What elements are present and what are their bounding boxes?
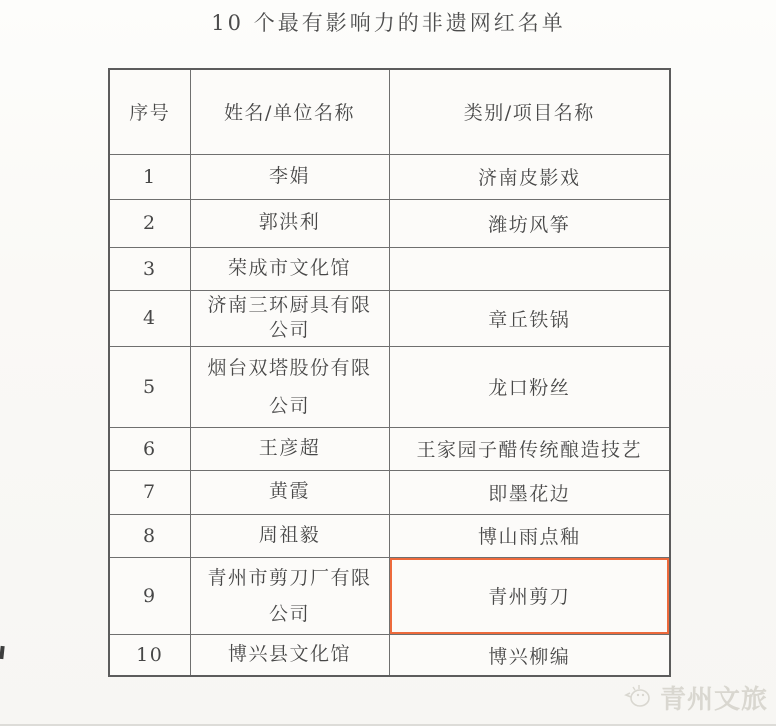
- project-cell: 即墨花边: [389, 470, 670, 514]
- name-cell: 荣成市文化馆: [190, 247, 389, 290]
- row-number: 3: [109, 247, 190, 290]
- project-cell: 博山雨点釉: [389, 514, 670, 557]
- name-cell: 济南三环厨具有限公司: [190, 290, 389, 346]
- name-cell: 烟台双塔股份有限公司: [190, 346, 389, 427]
- row-number: 2: [109, 199, 190, 247]
- scan-artifact: [0, 646, 5, 659]
- row-number: 9: [109, 557, 190, 634]
- heritage-influencer-table: [108, 68, 671, 677]
- project-cell: 龙口粉丝: [389, 346, 670, 427]
- name-cell: 黄霞: [190, 470, 389, 514]
- project-cell-highlighted: [389, 557, 670, 634]
- table-row: [109, 199, 670, 247]
- row-number: 8: [109, 514, 190, 557]
- name-cell: 青州市剪刀厂有限公司: [190, 557, 389, 634]
- table-row-highlighted: [109, 557, 670, 634]
- row-number: 6: [109, 427, 190, 470]
- project-cell: [389, 247, 670, 290]
- row-number: 4: [109, 290, 190, 346]
- row-number: 1: [109, 154, 190, 199]
- table-row: [109, 514, 670, 557]
- table-row: [109, 290, 670, 346]
- name-cell: 博兴县文化馆: [190, 634, 389, 676]
- project-cell: 章丘铁锅: [389, 290, 670, 346]
- table-row: [109, 154, 670, 199]
- row-number: 5: [109, 346, 190, 427]
- name-cell: 郭洪利: [190, 199, 389, 247]
- watermark-label: 青州文旅: [659, 685, 768, 715]
- name-cell: 周祖毅: [190, 514, 389, 557]
- table-row: [109, 634, 670, 676]
- table-row: [109, 346, 670, 427]
- name-cell: 李娟: [190, 154, 389, 199]
- qingzhou-wenlv-logo-icon: [624, 683, 654, 713]
- table-header-row: [109, 69, 670, 154]
- row-number: 10: [109, 634, 190, 676]
- name-cell: 王彦超: [190, 427, 389, 470]
- project-cell: 王家园子醋传统酿造技艺: [389, 427, 670, 470]
- project-cell: 博兴柳编: [389, 634, 670, 676]
- table-row: [109, 470, 670, 514]
- column-header-name: 姓名/单位名称: [190, 69, 389, 154]
- table-row: [109, 427, 670, 470]
- page-title: 10 个最有影响力的非遗网红名单: [211, 11, 566, 35]
- project-label: 青州剪刀: [488, 586, 571, 609]
- watermark: [624, 679, 768, 716]
- row-number: 7: [109, 470, 190, 514]
- project-cell: 济南皮影戏: [389, 154, 670, 199]
- column-header-index: 序号: [109, 69, 190, 154]
- project-cell: 潍坊风筝: [389, 199, 670, 247]
- column-header-project: 类别/项目名称: [389, 69, 670, 154]
- table-row: [109, 247, 670, 290]
